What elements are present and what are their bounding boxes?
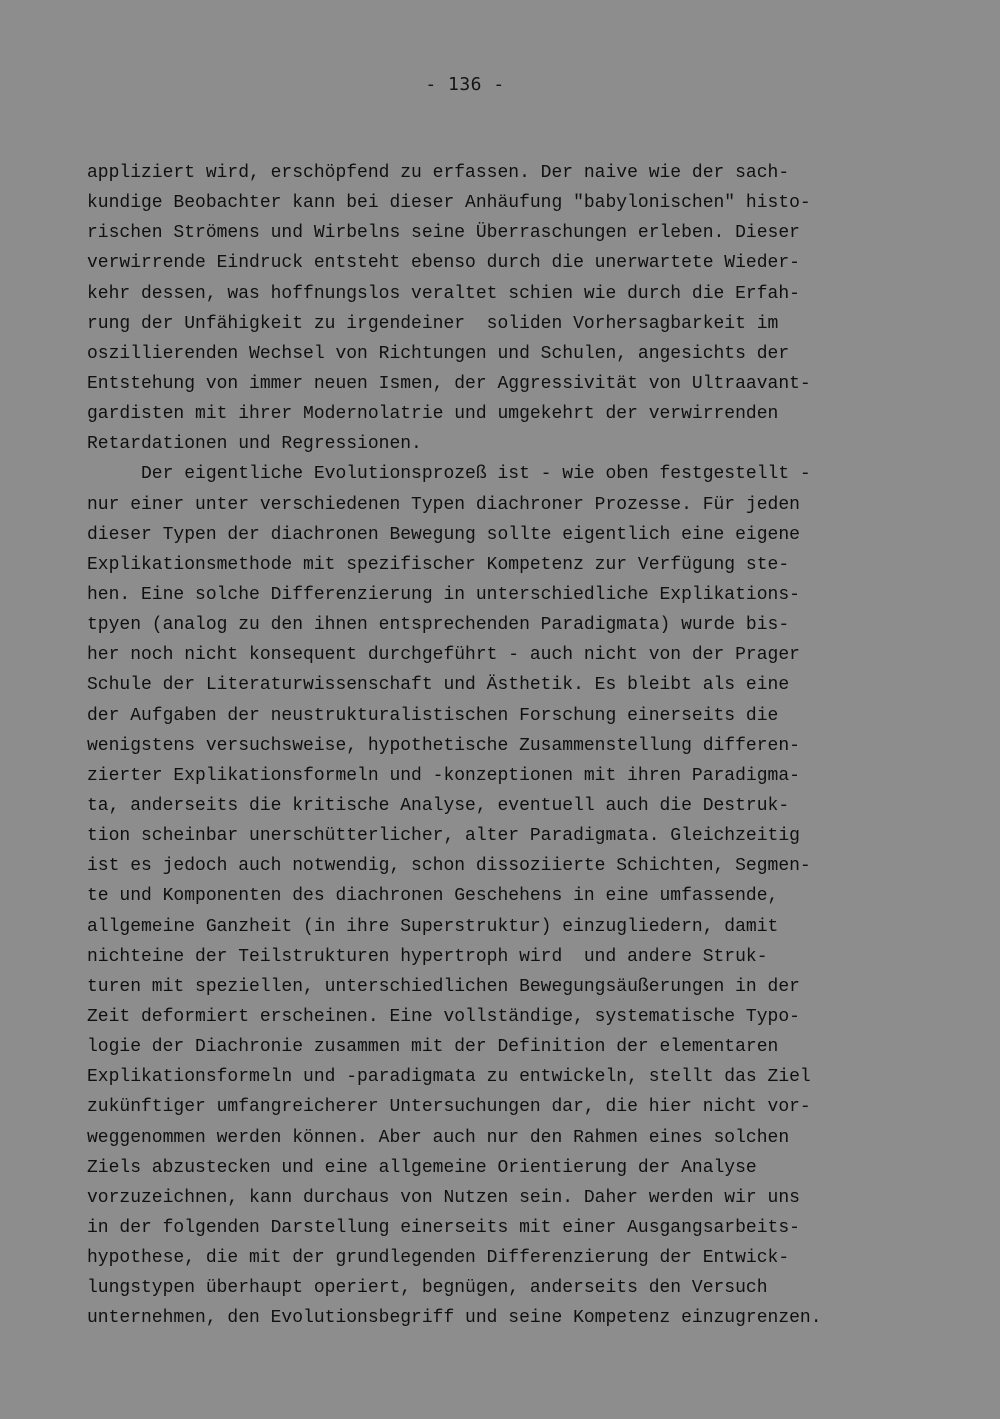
text-line: wenigstens versuchsweise, hypothetische Zusammenstellung differen- bbox=[87, 735, 800, 756]
text-line: kundige Beobachter kann bei dieser Anhäufung "babylonischen" histo- bbox=[87, 193, 811, 214]
text-line: Retardationen und Regressionen. bbox=[87, 434, 422, 455]
text-line: hypothese, die mit der grundlegenden Differenzierung der Entwick- bbox=[87, 1248, 790, 1269]
text-line: unternehmen, den Evolutionsbegriff und seine Kompetenz einzugrenzen. bbox=[87, 1308, 822, 1329]
text-line: zierter Explikationsformeln und -konzeptionen mit ihren Paradigma- bbox=[87, 765, 800, 786]
body-text bbox=[87, 158, 907, 1333]
text-line: ist es jedoch auch notwendig, schon dissoziierte Schichten, Segmen- bbox=[87, 856, 811, 877]
text-line: rung der Unfähigkeit zu irgendeiner soliden Vorhersagbarkeit im bbox=[87, 313, 779, 334]
text-line: tion scheinbar unerschütterlicher, alter Paradigmata. Gleichzeitig bbox=[87, 826, 800, 847]
text-line: Schule der Literaturwissenschaft und Ästhetik. Es bleibt als eine bbox=[87, 675, 790, 696]
text-line: zukünftiger umfangreicherer Untersuchungen dar, die hier nicht vor- bbox=[87, 1097, 811, 1118]
text-line: vorzuzeichnen, kann durchaus von Nutzen sein. Daher werden wir uns bbox=[87, 1187, 800, 1208]
text-line: Ziels abzustecken und eine allgemeine Orientierung der Analyse bbox=[87, 1157, 757, 1178]
text-line: Explikationsmethode mit spezifischer Kompetenz zur Verfügung ste- bbox=[87, 554, 790, 575]
text-line: kehr dessen, was hoffnungslos veraltet schien wie durch die Erfah- bbox=[87, 283, 800, 304]
text-line: logie der Diachronie zusammen mit der Definition der elementaren bbox=[87, 1037, 779, 1058]
text-line: appliziert wird, erschöpfend zu erfassen. Der naive wie der sach- bbox=[87, 163, 790, 183]
text-line: oszillierenden Wechsel von Richtungen und Schulen, angesichts der bbox=[87, 343, 790, 364]
text-line: der Aufgaben der neustrukturalistischen Forschung einerseits die bbox=[87, 705, 779, 726]
text-line: verwirrende Eindruck entsteht ebenso durch die unerwartete Wieder- bbox=[87, 253, 800, 274]
text-line: Explikationsformeln und -paradigmata zu entwickeln, stellt das Ziel bbox=[87, 1067, 811, 1088]
text-line: in der folgenden Darstellung einerseits mit einer Ausgangsarbeits- bbox=[87, 1217, 800, 1238]
text-line: gardisten mit ihrer Modernolatrie und umgekehrt der verwirrenden bbox=[87, 404, 779, 425]
text-line: Der eigentliche Evolutionsprozeß ist - wie oben festgestellt - bbox=[87, 464, 811, 485]
text-line: ta, anderseits die kritische Analyse, eventuell auch die Destruk- bbox=[87, 795, 790, 816]
text-line: weggenommen werden können. Aber auch nur den Rahmen eines solchen bbox=[87, 1127, 790, 1148]
text-line: allgemeine Ganzheit (in ihre Superstruktur) einzugliedern, damit bbox=[87, 916, 779, 937]
text-line: lungstypen überhaupt operiert, begnügen, anderseits den Versuch bbox=[87, 1278, 768, 1299]
page-number: - 136 - bbox=[425, 74, 505, 95]
text-line: hen. Eine solche Differenzierung in unterschiedliche Explikations- bbox=[87, 584, 800, 605]
text-line: her noch nicht konsequent durchgeführt - auch nicht von der Prager bbox=[87, 645, 800, 666]
text-line: nichteine der Teilstrukturen hypertroph wird und andere Struk- bbox=[87, 946, 768, 967]
text-line: rischen Strömens und Wirbelns seine Überraschungen erleben. Dieser bbox=[87, 223, 800, 244]
text-line: turen mit speziellen, unterschiedlichen Bewegungsäußerungen in der bbox=[87, 976, 800, 997]
text-line: tpyen (analog zu den ihnen entsprechenden Paradigmata) wurde bis- bbox=[87, 615, 790, 636]
text-line: te und Komponenten des diachronen Geschehens in eine umfassende, bbox=[87, 886, 779, 907]
text-line: Entstehung von immer neuen Ismen, der Aggressivität von Ultraavant- bbox=[87, 373, 811, 394]
text-line: nur einer unter verschiedenen Typen diachroner Prozesse. Für jeden bbox=[87, 494, 800, 515]
text-line: dieser Typen der diachronen Bewegung sollte eigentlich eine eigene bbox=[87, 524, 800, 545]
text-line: Zeit deformiert erscheinen. Eine vollständige, systematische Typo- bbox=[87, 1006, 800, 1027]
